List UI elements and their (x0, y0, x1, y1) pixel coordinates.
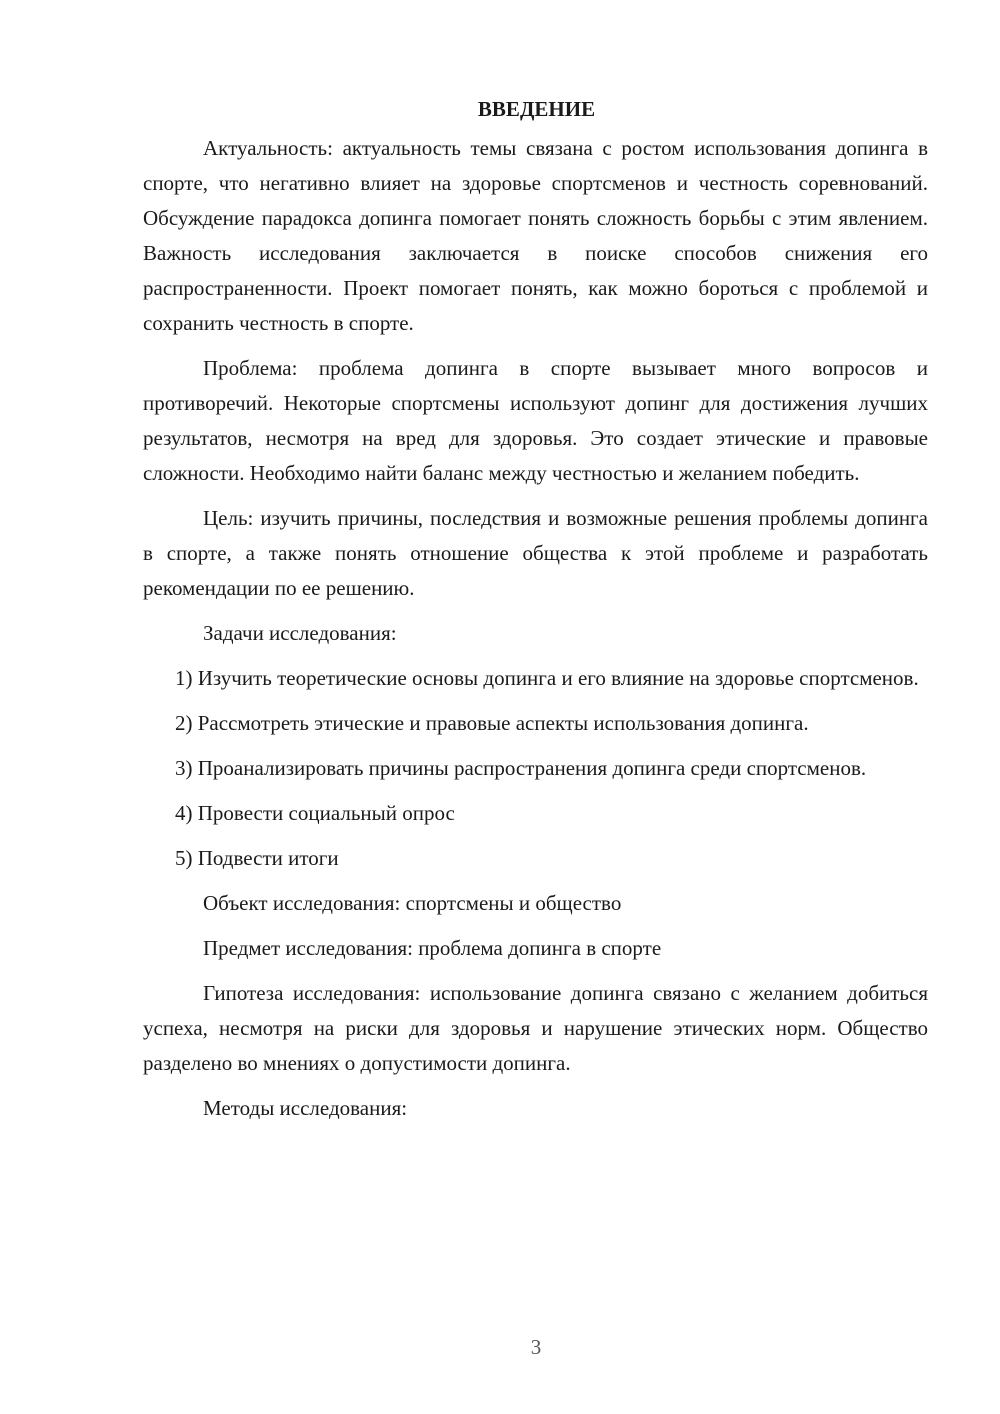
task-item: 4) Провести социальный опрос (175, 801, 455, 825)
research-subject: Предмет исследования: проблема допинга в спорте (203, 936, 662, 960)
task-item: 5) Подвести итоги (175, 846, 339, 870)
task-item: 2) Рассмотреть этические и правовые аспекты использования допинга. (175, 711, 809, 735)
section-title: ВВЕДЕНИЕ (477, 97, 596, 121)
task-item: 3) Проанализировать причины распространения допинга среди спортсменов. (175, 756, 867, 780)
document-content (143, 92, 928, 1136)
problem-paragraph: Проблема: проблема допинга в спорте вызывает много вопросов и противоречий. Некоторые спортсмены используют допинг для достижения лучших результатов, несмотря на вред для здоровья. Это создает этические и правовые сложности. Необходимо найти баланс между честностью и желанием победить. (143, 356, 928, 485)
goal-paragraph: Цель: изучить причины, последствия и возможные решения проблемы допинга в спорте, а также понять отношение общества к этой проблеме и разработать рекомендации по ее решению. (143, 506, 928, 600)
research-hypothesis: Гипотеза исследования: использование допинга связано с желанием добиться успеха, несмотря на риски для здоровья и нарушение этических норм. Общество разделено во мнениях о допустимости допинга. (143, 981, 928, 1075)
task-item: 1) Изучить теоретические основы допинга и его влияние на здоровье спортсменов. (175, 666, 919, 690)
research-object: Объект исследования: спортсмены и общество (203, 891, 622, 915)
research-methods: Методы исследования: (203, 1096, 408, 1120)
tasks-heading: Задачи исследования: (203, 621, 397, 645)
page-number: 3 (530, 1335, 542, 1359)
relevance-paragraph: Актуальность: актуальность темы связана с ростом использования допинга в спорте, что негативно влияет на здоровье спортсменов и честность соревнований. Обсуждение парадокса допинга помогает понять сложность борьбы с этим явлением. Важность исследования заключается в поиске способов снижения его распространенности. Проект помогает понять, как можно бороться с проблемой и сохранить честность в спорте. (143, 136, 928, 335)
